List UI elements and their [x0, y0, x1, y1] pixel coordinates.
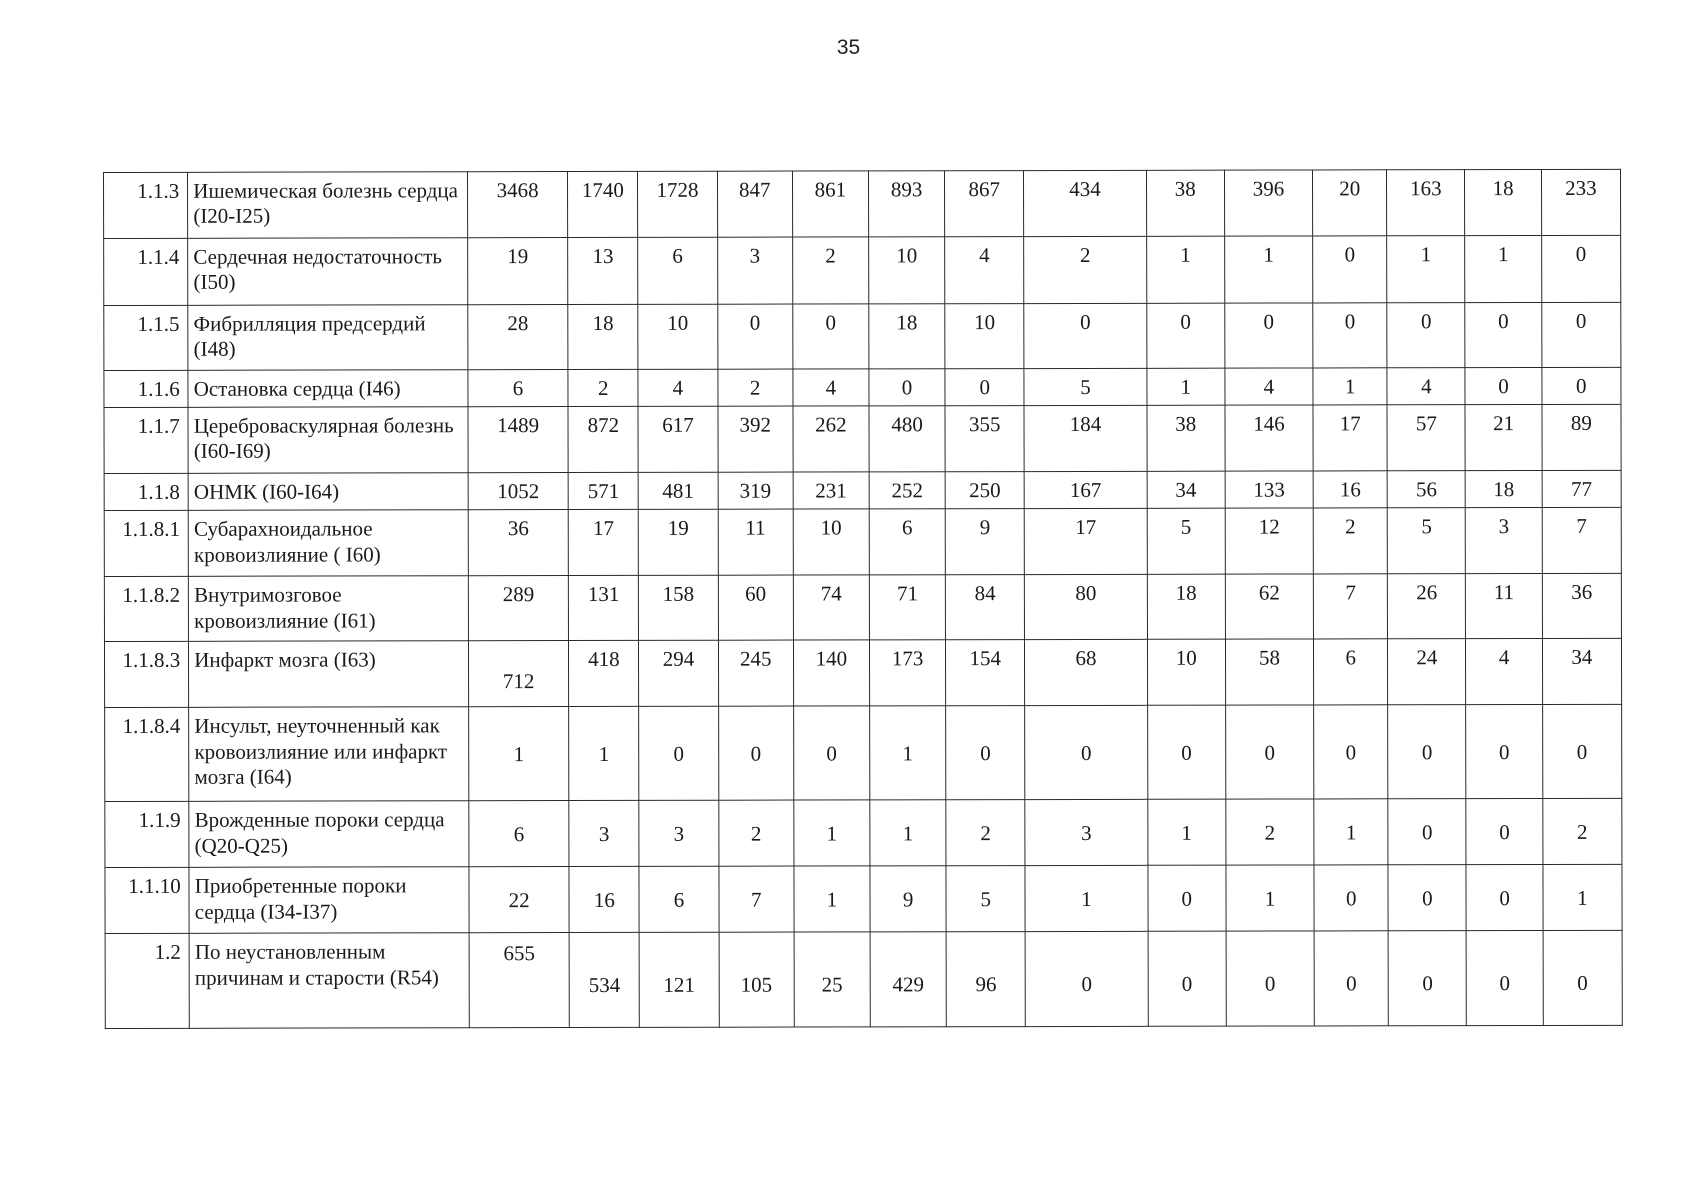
value-cell: 1 — [1147, 800, 1225, 866]
value-cell: 418 — [569, 641, 639, 707]
value-cell: 11 — [1466, 574, 1542, 639]
row-name-cell: Фибрилляция предсердий (I48) — [188, 305, 468, 371]
value-cell: 19 — [468, 238, 568, 305]
value-cell: 872 — [568, 407, 638, 473]
table-row — [105, 705, 1622, 802]
value-cell: 0 — [1225, 303, 1313, 368]
value-cell: 0 — [639, 707, 718, 801]
value-cell: 7 — [1542, 508, 1621, 574]
value-cell: 10 — [1147, 640, 1225, 706]
value-cell: 19 — [639, 510, 718, 576]
value-cell: 6 — [638, 237, 717, 304]
value-cell: 1 — [1025, 866, 1147, 932]
value-text: 0 — [1264, 971, 1276, 996]
value-text: 0 — [1081, 972, 1092, 997]
row-number-cell: 1.2 — [105, 934, 189, 1029]
value-cell: 131 — [569, 576, 639, 641]
value-cell: 1740 — [568, 171, 638, 237]
value-cell: 231 — [793, 472, 869, 509]
value-cell: 154 — [946, 640, 1025, 706]
row-number-cell: 1.1.9 — [105, 802, 189, 868]
value-cell: 1 — [1313, 368, 1387, 405]
value-cell: 1 — [1387, 236, 1465, 303]
value-cell: 2 — [718, 800, 793, 866]
value-cell: 4 — [793, 369, 869, 406]
value-cell: 84 — [945, 575, 1024, 640]
value-cell: 9 — [870, 866, 946, 932]
value-cell: 0 — [869, 369, 945, 406]
table-row — [104, 471, 1621, 511]
value-cell: 1489 — [468, 407, 568, 473]
value-cell: 0 — [946, 706, 1025, 800]
value-cell: 7 — [1313, 574, 1387, 639]
value-cell — [946, 932, 1025, 1027]
row-name-cell: Инфаркт мозга (I63) — [189, 641, 469, 708]
value-cell: 133 — [1225, 471, 1313, 508]
value-cell: 6 — [1314, 639, 1388, 705]
value-cell: 0 — [793, 706, 869, 800]
value-cell: 1 — [870, 800, 946, 866]
value-cell — [1543, 931, 1623, 1026]
value-cell — [1148, 932, 1226, 1027]
value-cell — [719, 932, 794, 1027]
value-cell: 71 — [869, 575, 945, 640]
row-number-cell: 1.1.8.3 — [104, 642, 188, 708]
value-cell: 481 — [639, 472, 718, 509]
value-cell: 0 — [1466, 705, 1542, 799]
value-cell: 617 — [638, 406, 717, 472]
value-cell: 0 — [1146, 303, 1224, 368]
value-cell: 2 — [946, 800, 1025, 866]
value-cell: 2 — [1024, 236, 1146, 303]
value-cell — [569, 933, 639, 1028]
value-text: 0 — [1422, 971, 1433, 996]
value-cell: 0 — [1313, 236, 1387, 303]
value-cell: 1 — [794, 866, 870, 932]
value-cell: 10 — [869, 237, 945, 304]
value-cell: 1 — [1465, 235, 1541, 302]
value-cell — [1314, 931, 1388, 1026]
value-cell: 140 — [793, 640, 869, 706]
value-cell: 4 — [1387, 368, 1465, 405]
row-number-cell: 1.1.8.4 — [105, 708, 189, 802]
value-cell: 4 — [1466, 639, 1542, 705]
row-number-cell: 1.1.10 — [105, 868, 189, 934]
value-cell: 10 — [793, 509, 869, 575]
value-cell: 1 — [469, 707, 569, 801]
value-cell: 2 — [1542, 799, 1621, 865]
value-cell: 34 — [1542, 639, 1621, 705]
value-cell: 68 — [1025, 640, 1147, 706]
value-cell: 392 — [718, 406, 793, 472]
row-name-cell: Приобретенные пороки сердца (I34-I37) — [189, 867, 469, 934]
value-cell: 18 — [1465, 169, 1541, 235]
value-cell — [468, 641, 568, 707]
value-cell: 245 — [718, 640, 793, 706]
table-row — [104, 405, 1621, 474]
value-cell: 1 — [569, 707, 639, 801]
value-cell: 1 — [1226, 865, 1314, 931]
value-cell: 5 — [1147, 509, 1225, 575]
value-cell: 893 — [868, 171, 944, 237]
value-cell: 0 — [1541, 302, 1620, 367]
row-name-cell: Врожденные пороки сердца (Q20-Q25) — [189, 801, 469, 868]
value-cell — [639, 933, 718, 1028]
value-cell: 294 — [639, 641, 718, 707]
value-cell — [1467, 931, 1543, 1026]
value-cell: 12 — [1225, 508, 1313, 574]
value-cell: 3 — [639, 801, 718, 867]
table-row — [105, 931, 1622, 1029]
value-cell: 26 — [1388, 574, 1466, 639]
value-text: 712 — [502, 669, 535, 694]
value-cell: 18 — [1466, 471, 1542, 508]
value-cell: 1 — [1224, 236, 1312, 303]
value-cell: 38 — [1146, 170, 1224, 236]
row-number-cell: 1.1.8.2 — [104, 577, 188, 642]
value-cell: 480 — [869, 406, 945, 472]
table-row — [104, 235, 1621, 305]
value-cell: 13 — [568, 237, 638, 304]
value-cell: 319 — [718, 472, 793, 509]
value-cell: 36 — [1542, 574, 1621, 639]
value-cell: 158 — [639, 576, 718, 641]
table-row — [104, 169, 1621, 238]
value-cell: 36 — [468, 510, 568, 576]
value-cell: 17 — [1025, 509, 1147, 575]
value-cell: 355 — [945, 406, 1024, 472]
row-name-cell: ОНМК (I60-I64) — [188, 473, 468, 511]
value-cell: 0 — [1542, 705, 1622, 799]
value-cell — [1226, 931, 1314, 1026]
value-cell: 1052 — [468, 473, 568, 510]
row-name-cell: Остановка сердца (I46) — [188, 370, 468, 408]
value-cell: 184 — [1024, 406, 1146, 472]
table-row — [105, 799, 1622, 868]
value-cell: 0 — [1147, 706, 1225, 800]
row-number-cell: 1.1.7 — [104, 408, 188, 474]
value-cell: 6 — [468, 370, 568, 407]
value-cell: 1 — [1147, 368, 1225, 405]
row-number-cell: 1.1.3 — [104, 172, 188, 238]
value-cell: 34 — [1147, 471, 1225, 508]
value-cell: 3 — [717, 237, 792, 304]
value-cell — [1388, 931, 1466, 1026]
row-number-cell: 1.1.8 — [104, 474, 188, 511]
value-cell: 250 — [945, 472, 1024, 509]
value-text: 0 — [1499, 971, 1511, 996]
value-cell: 1728 — [638, 171, 717, 237]
table-row — [104, 639, 1621, 708]
value-cell: 5 — [1387, 508, 1465, 574]
value-cell: 18 — [1147, 575, 1225, 640]
value-cell: 18 — [568, 304, 638, 369]
value-cell: 5 — [1024, 368, 1146, 405]
value-text: 105 — [740, 972, 773, 998]
value-cell: 28 — [468, 305, 568, 370]
mortality-table-wrapper — [103, 169, 1623, 1030]
mortality-table — [103, 169, 1623, 1030]
value-cell: 1 — [794, 800, 870, 866]
value-cell: 2 — [792, 237, 868, 304]
value-cell: 6 — [869, 509, 945, 575]
value-text: 25 — [821, 972, 843, 997]
page-number: 35 — [836, 36, 861, 59]
row-name-cell: Субарахноидальное кровоизлияние ( I60) — [188, 510, 468, 577]
value-cell: 4 — [1225, 368, 1313, 405]
row-name-cell: По неустановленным причинам и старости (R54) — [189, 933, 469, 1029]
value-cell — [794, 932, 870, 1027]
value-cell: 163 — [1387, 170, 1465, 236]
value-cell: 0 — [1314, 705, 1388, 799]
value-cell: 2 — [568, 369, 638, 406]
value-cell: 0 — [1542, 367, 1621, 404]
value-cell: 167 — [1024, 472, 1146, 509]
value-cell: 0 — [1388, 799, 1466, 865]
value-cell: 9 — [945, 509, 1024, 575]
value-cell: 24 — [1388, 639, 1466, 705]
table-row — [104, 302, 1621, 370]
value-cell: 5 — [946, 866, 1025, 932]
value-cell: 146 — [1225, 405, 1313, 471]
value-cell: 3468 — [467, 172, 567, 238]
value-cell: 7 — [719, 866, 794, 932]
table-row — [104, 367, 1621, 407]
value-cell: 289 — [468, 576, 568, 641]
value-cell: 2 — [717, 369, 792, 406]
value-cell: 1 — [1146, 236, 1224, 303]
value-text: 429 — [892, 972, 925, 997]
value-cell: 396 — [1224, 170, 1312, 236]
value-cell: 0 — [718, 706, 793, 800]
value-cell: 62 — [1225, 574, 1313, 639]
row-number-cell: 1.1.6 — [104, 370, 188, 407]
value-cell: 57 — [1387, 405, 1465, 471]
value-cell: 3 — [1466, 508, 1542, 574]
value-cell: 20 — [1313, 170, 1387, 236]
table-row — [104, 574, 1621, 642]
value-cell: 861 — [792, 171, 868, 237]
value-cell: 80 — [1025, 575, 1147, 640]
table-row — [105, 865, 1622, 934]
value-cell: 58 — [1225, 639, 1313, 705]
value-text: 0 — [1346, 971, 1357, 996]
value-cell: 0 — [1387, 303, 1465, 368]
table-body — [104, 169, 1623, 1029]
row-name-cell: Ишемическая болезнь сердца (I20-I25) — [188, 172, 468, 239]
value-cell: 17 — [1313, 405, 1387, 471]
value-cell: 10 — [945, 304, 1024, 369]
value-cell: 77 — [1542, 471, 1621, 508]
value-cell: 3 — [569, 801, 639, 867]
value-cell: 0 — [1024, 303, 1146, 368]
value-cell: 0 — [1466, 799, 1542, 865]
value-cell: 2 — [1226, 799, 1314, 865]
value-cell: 0 — [1465, 302, 1541, 367]
row-name-cell: Цереброваскулярная болезнь (I60-I69) — [188, 407, 468, 474]
value-cell: 11 — [718, 509, 793, 575]
value-cell: 2 — [1313, 508, 1387, 574]
value-cell: 3 — [1025, 800, 1147, 866]
row-number-cell: 1.1.4 — [104, 238, 188, 305]
row-number-cell: 1.1.8.1 — [104, 511, 188, 577]
value-cell: 0 — [1465, 367, 1541, 404]
row-name-cell: Сердечная недостаточность (I50) — [188, 238, 468, 306]
value-cell: 847 — [717, 171, 792, 237]
value-cell — [870, 932, 946, 1027]
value-cell: 56 — [1387, 471, 1465, 508]
value-text: 0 — [1181, 972, 1193, 997]
value-cell: 571 — [568, 473, 638, 510]
value-cell: 252 — [869, 472, 945, 509]
value-cell: 0 — [793, 304, 869, 369]
value-cell: 4 — [638, 369, 717, 406]
value-cell: 38 — [1147, 405, 1225, 471]
value-cell: 434 — [1024, 170, 1146, 236]
row-number-cell: 1.1.5 — [104, 305, 188, 370]
value-cell: 4 — [945, 237, 1024, 304]
value-cell: 16 — [569, 867, 639, 933]
value-cell: 1 — [1543, 865, 1622, 931]
value-text: 0 — [1577, 971, 1588, 996]
value-cell — [1025, 932, 1148, 1027]
value-cell: 0 — [1148, 866, 1226, 932]
value-cell: 0 — [717, 304, 792, 369]
value-text: 96 — [975, 972, 997, 997]
value-cell: 1 — [870, 706, 946, 800]
value-cell: 21 — [1465, 405, 1541, 471]
table-row — [104, 508, 1621, 577]
value-cell: 0 — [1466, 865, 1542, 931]
value-cell: 16 — [1313, 471, 1387, 508]
value-cell: 18 — [869, 304, 945, 369]
value-cell: 233 — [1541, 169, 1620, 235]
value-cell: 6 — [469, 801, 569, 867]
value-cell: 0 — [1313, 303, 1387, 368]
value-cell: 655 — [469, 933, 569, 1028]
value-text: 534 — [588, 973, 621, 998]
value-cell: 6 — [639, 867, 718, 933]
value-cell: 0 — [1388, 705, 1466, 799]
value-cell: 10 — [638, 304, 717, 369]
value-text: 121 — [663, 973, 695, 998]
value-cell: 262 — [793, 406, 869, 472]
row-name-cell: Внутримозговое кровоизлияние (I61) — [189, 576, 469, 642]
value-cell: 0 — [1388, 865, 1466, 931]
value-cell: 0 — [1025, 706, 1148, 800]
value-cell: 22 — [469, 867, 569, 933]
value-cell: 1 — [1314, 799, 1388, 865]
value-cell: 74 — [793, 575, 869, 640]
row-name-cell: Инсульт, неуточненный как кровоизлияние или инфаркт мозга (I64) — [189, 707, 469, 802]
value-cell: 0 — [945, 369, 1024, 406]
value-cell: 17 — [568, 510, 638, 576]
value-cell: 0 — [1541, 235, 1620, 302]
value-cell: 0 — [1314, 865, 1388, 931]
value-cell: 89 — [1542, 405, 1621, 471]
value-cell: 60 — [718, 575, 793, 640]
value-cell: 867 — [945, 171, 1024, 237]
value-cell: 173 — [869, 640, 945, 706]
value-cell: 0 — [1225, 705, 1313, 799]
